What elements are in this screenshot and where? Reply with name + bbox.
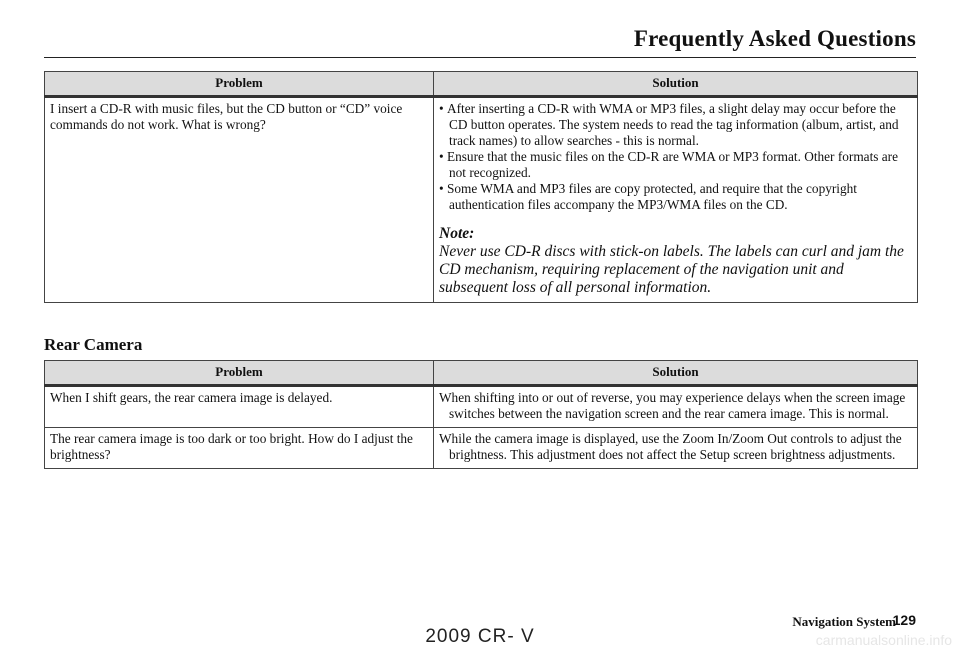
column-header-solution: Solution	[434, 72, 918, 97]
solution-bullet: • Ensure that the music files on the CD-R are WMA or MP3 format. Other formats are not recognized.	[439, 149, 911, 181]
solution-bullet: • Some WMA and MP3 files are copy protected, and require that the copyright authentication files accompany the MP3/WMA files on the CD.	[439, 181, 911, 213]
note-text: Never use CD-R discs with stick-on labels. The labels can curl and jam the CD mechanism, requiring replacement of the navigation unit and subsequent loss of all personal information.	[439, 243, 904, 296]
problem-cell: When I shift gears, the rear camera image is delayed.	[45, 386, 434, 428]
footer-section-label: Navigation System	[792, 614, 896, 629]
column-header-problem: Problem	[45, 72, 434, 97]
table-header-row	[45, 361, 918, 386]
column-header-solution: Solution	[434, 361, 918, 386]
solution-cell	[434, 386, 918, 428]
faq-table-rear-camera	[44, 360, 918, 469]
solution-cell	[434, 97, 918, 303]
table-row	[45, 386, 918, 428]
table-row	[45, 428, 918, 469]
page-number: 129	[892, 612, 916, 628]
problem-cell: I insert a CD-R with music files, but the CD button or “CD” voice commands do not work. What is wrong?	[45, 97, 434, 303]
solution-bullet-list	[439, 101, 911, 213]
note-heading: Note:	[439, 225, 475, 242]
table-header-row	[45, 72, 918, 97]
site-watermark: carmanualsonline.info	[815, 632, 952, 648]
title-divider	[44, 57, 916, 58]
problem-cell: The rear camera image is too dark or too bright. How do I adjust the brightness?	[45, 428, 434, 469]
solution-text: When shifting into or out of reverse, you may experience delays when the screen image switches between the navigation screen and the rear camera image. This is normal.	[439, 390, 906, 421]
model-watermark: 2009 CR- V	[425, 626, 535, 647]
table-row	[45, 97, 918, 303]
page-title: Frequently Asked Questions	[633, 26, 916, 51]
solution-text: While the camera image is displayed, use the Zoom In/Zoom Out controls to adjust the brightness. This adjustment does not affect the Setup screen brightness adjustments.	[439, 431, 902, 462]
faq-table-cd	[44, 71, 918, 303]
solution-bullet: • After inserting a CD-R with WMA or MP3 files, a slight delay may occur before the CD button operates. The system needs to read the tag information (album, artist, and track names) to allow searches - this is normal.	[439, 101, 911, 149]
column-header-problem: Problem	[45, 361, 434, 386]
solution-cell	[434, 428, 918, 469]
section-heading-rear-camera: Rear Camera	[44, 335, 143, 354]
